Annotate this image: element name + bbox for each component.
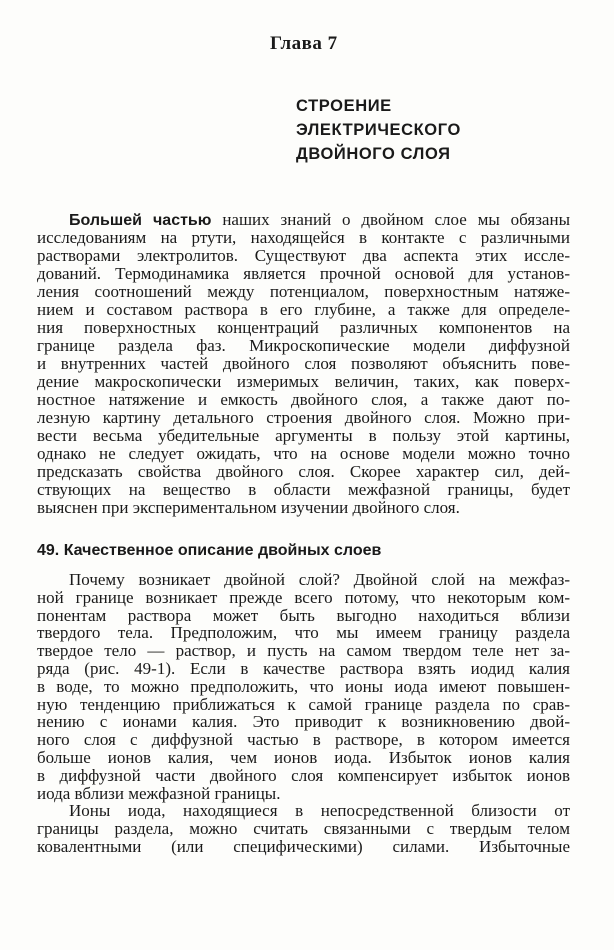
- text-line: дение макроскопически измеримых величин, таких, как поверх-: [37, 372, 570, 391]
- chapter-title-line: СТРОЕНИЕ: [296, 97, 392, 115]
- text-line: Ионы иода, находящиеся в непосредственной близости от: [69, 801, 570, 821]
- text-line: ния поверхностных концентраций различных компонентов на: [37, 318, 570, 337]
- text-line: [69, 211, 570, 229]
- chapter-title-line: ЭЛЕКТРИЧЕСКОГО: [296, 121, 461, 139]
- text-line: иода вблизи межфазной границы.: [37, 783, 281, 803]
- text-line: больше ионов калия, чем ионов иода. Избыток ионов калия: [37, 748, 570, 767]
- text-line: границе раздела фаз. Микроскопические модели диффузной: [37, 336, 570, 355]
- text-line: вести весьма убедительные аргументы в пользу этой картины,: [37, 426, 570, 445]
- text-line: понентам раствора может быть выгодно находиться вблизи: [37, 605, 570, 625]
- text-line: ствующих на вещество в области межфазной границы, будет: [37, 480, 570, 499]
- text-line: ряда (рис. 49-1). Если в качестве раствора взять иодид калия: [37, 659, 570, 678]
- text-line: ную тенденцию приближаться к самой границе раздела по срав-: [37, 694, 570, 714]
- lead-phrase: Большей частью: [69, 212, 212, 229]
- chapter-title-line: ДВОЙНОГО СЛОЯ: [296, 145, 451, 163]
- text-line: ностное натяжение и емкость двойного слоя, а также дают по-: [37, 390, 570, 409]
- text-line: в диффузной части двойного слоя компенсирует избыток ионов: [37, 765, 570, 785]
- text-span: наших знаний о двойном слое мы обязаны: [222, 210, 570, 229]
- section-heading: 49. Качественное описание двойных слоев: [37, 542, 382, 559]
- text-line: исследованиям на ртути, находящейся в контакте с различными: [37, 228, 570, 247]
- text-line: границы раздела, можно считать связанными с твердым телом: [37, 819, 570, 839]
- text-line: ковалентными (или специфическими) силами. Избыточные: [37, 837, 570, 856]
- text-line: ной границе возникает прежде всего потому, что некоторым ком-: [37, 587, 570, 607]
- text-line: Почему возникает двойной слой? Двойной слой на межфаз-: [69, 570, 570, 589]
- text-line: предсказать свойства двойного слоя. Скорее характер сил, дей-: [37, 462, 570, 481]
- text-line: дований. Термодинамика является прочной основой для установ-: [37, 264, 570, 283]
- text-line: нием и составом раствора в его глубине, а также для определе-: [37, 300, 570, 319]
- text-line: твердое тело — раствор, и пусть на самом твердом теле нет за-: [37, 641, 570, 661]
- text-line: выяснен при экспериментальном изучении двойного слоя.: [37, 498, 460, 517]
- text-line: нению с ионами калия. Это приводит к возникновению двой-: [37, 712, 570, 732]
- text-line: и внутренних частей двойного слоя позволяют объяснить пове-: [37, 354, 570, 373]
- text-line: ления соотношений между потенциалом, поверхностным натяже-: [37, 282, 570, 301]
- text-line: твердого тела. Предположим, что мы имеем границу раздела: [37, 623, 570, 643]
- chapter-label: Глава 7: [270, 33, 338, 54]
- text-line: растворами электролитов. Существуют два аспекта этих иссле-: [37, 246, 570, 265]
- text-line: ного слоя с диффузной частью в растворе, в котором имеется: [37, 730, 570, 750]
- text-line: в воде, то можно предположить, что ионы иода имеют повышен-: [37, 676, 570, 696]
- text-line: однако не следует ожидать, что на основе модели можно точно: [37, 444, 570, 463]
- text-line: лезную картину детального строения двойного слоя. Можно при-: [37, 408, 570, 427]
- chapter-title: [296, 94, 461, 166]
